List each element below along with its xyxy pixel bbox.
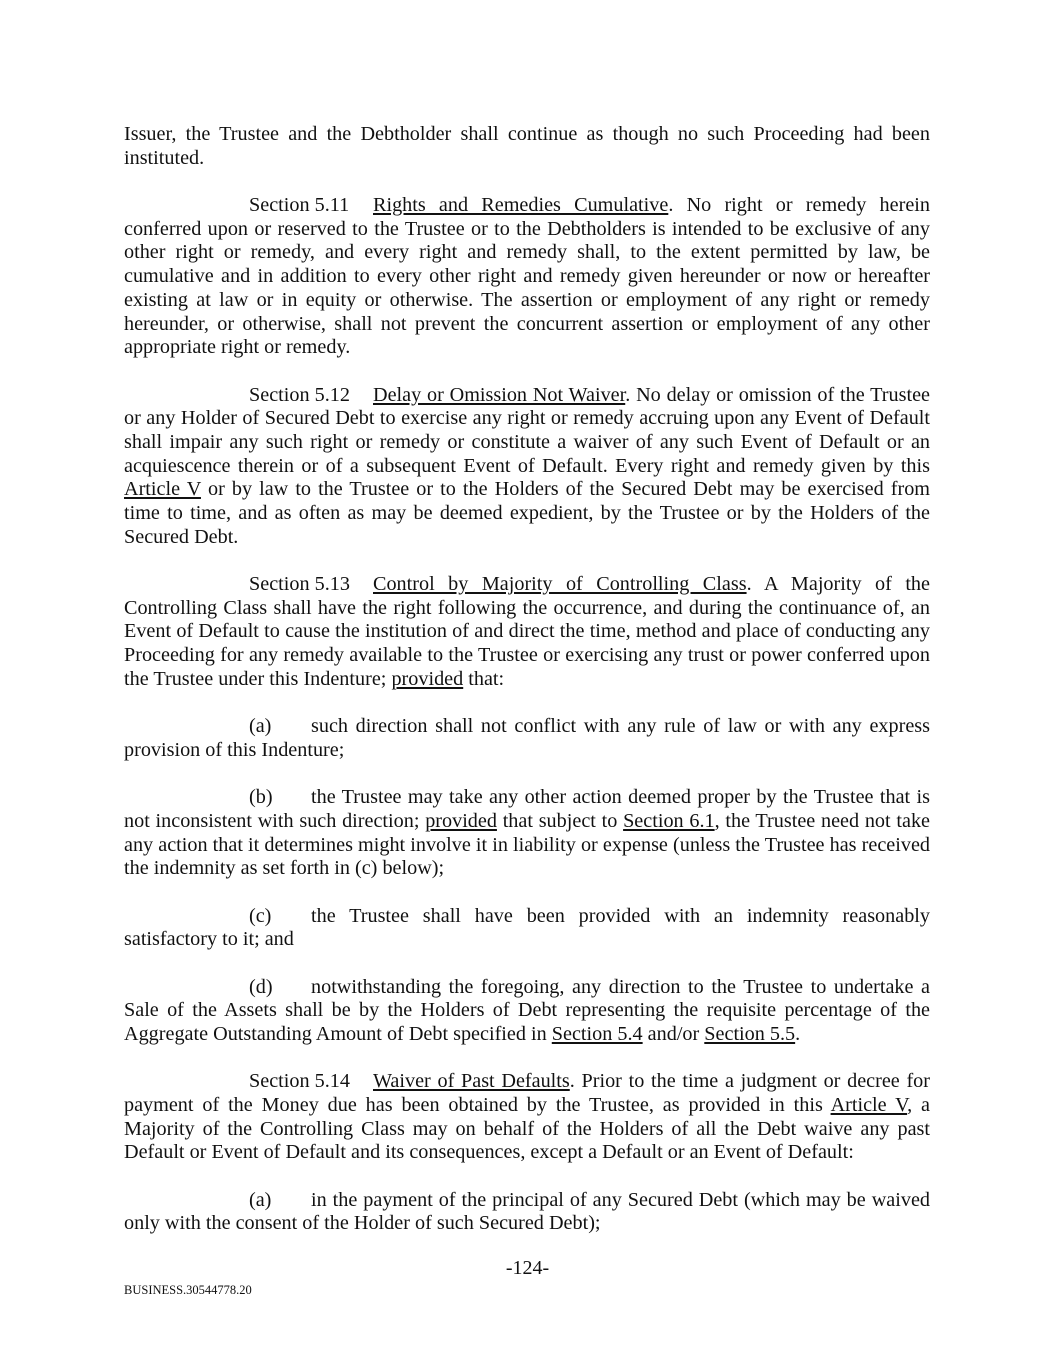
proviso-term: provided [425,809,497,832]
section-5-11 [124,194,930,360]
section-number: Section 5.11 [249,194,350,216]
paragraph-continuation: Issuer, the Trustee and the Debtholder shall continue as though no such Proceeding had been instituted. [124,123,930,169]
clause-b [124,786,930,881]
clause-a [124,715,930,762]
section-heading: Delay or Omission Not Waiver [373,383,626,406]
clause-label: (d) [249,975,273,998]
section-number: Section 5.13 [249,573,350,596]
clause-d [124,976,930,1047]
cross-reference: Section 5.4 [551,1022,643,1045]
section-body: or by law to the Trustee or to the Holders of the Secured Debt may be exercised from time to time, and as often as may be deemed expedient, by the Trustee or by the Holders of the Secured Debt. [124,478,930,548]
section-body: . Prior to the time a judgment or decree for payment of the Money due has been obtained by the Trustee, as provided in this [124,1070,931,1116]
clause-text: such direction shall not conflict with any rule of law or with any express provision of this Indenture; [124,715,930,761]
section-number: Section 5.12 [249,383,350,406]
section-body: that: [463,667,505,690]
section-body: , a Majority of the Controlling Class may on behalf of the Holders of all the Debt waive any past Default or Event of Default and its consequences, except a Default or an Event of Default: [124,1093,930,1164]
clause-text: that subject to [496,809,624,832]
cross-reference: Article V [830,1093,908,1116]
clause-text: in the payment of the principal of any Secured Debt (which may be waived only with the consent of the Holder of such Secured Debt); [124,1188,930,1235]
document-id: BUSINESS.30544778.20 [124,1283,252,1297]
section-body: . A Majority of the Controlling Class shall have the right following the occurrence, and during the continuance of, an Event of Default to cause the institution of and direct the time, method and place of conducting any Proceeding for any remedy available to the Trustee or exercising any trust or power conferred upon the Trustee under this Indenture; [124,573,930,690]
cross-reference: Article V [124,478,201,501]
clause-text: the Trustee shall have been provided with an indemnity reasonably satisfactory to it; and [124,904,930,951]
cross-reference: Section 5.5 [704,1022,796,1045]
clause-label: (b) [249,786,273,809]
clause-text: and/or [642,1022,705,1045]
proviso-term: provided [391,667,464,690]
section-5-14 [124,1070,930,1165]
clause-c [124,905,930,952]
section-heading: Waiver of Past Defaults [373,1070,570,1093]
clause-text: , the Trustee need not take any action that it determines might involve it in liability or expense (unless the Trustee has received the indemnity as set forth in (c) below); [124,809,930,880]
cross-reference: Section 6.1 [623,809,715,832]
clause-label: (a) [249,1188,272,1211]
clause-label: (a) [249,715,272,738]
clause-text: notwithstanding the foregoing, any direction to the Trustee to undertake a Sale of the Assets shall be by the Holders of Debt representing the requisite percentage of the Aggregate Outstanding Amount of Debt specified in [124,975,930,1045]
clause-a [124,1189,930,1236]
clause-text: . [795,1022,801,1045]
section-5-12 [124,384,930,550]
page-number: -124- [505,1257,550,1279]
section-body: . No delay or omission of the Trustee or any Holder of Secured Debt to exercise any right or remedy accruing upon any Event of Default shall impair any such right or remedy or constitute a waiver of any such Event of Default or an acquiescence therein or of a subsequent Event of Default. Every right and remedy given by this [124,383,930,477]
clause-text: the Trustee may take any other action deemed proper by the Trustee that is not inconsistent with such direction; [124,786,930,832]
section-heading: Rights and Remedies Cumulative [373,194,669,216]
clause-label: (c) [249,904,272,927]
section-heading: Control by Majority of Controlling Class [373,573,747,596]
section-5-13 [124,573,930,692]
section-number: Section 5.14 [249,1070,350,1093]
document-page [124,123,930,1260]
section-body: . No right or remedy herein conferred upon or reserved to the Trustee or to the Debtholders is intended to be exclusive of any other right or remedy, and every right and remedy shall, to the extent permitted by law, be cumulative and in addition to every other right and remedy given hereunder or now or hereafter existing at law or in equity or otherwise. The assertion or employment of any right or remedy hereunder, or otherwise, shall not prevent the concurrent assertion or employment of any other appropriate right or remedy. [124,194,930,359]
